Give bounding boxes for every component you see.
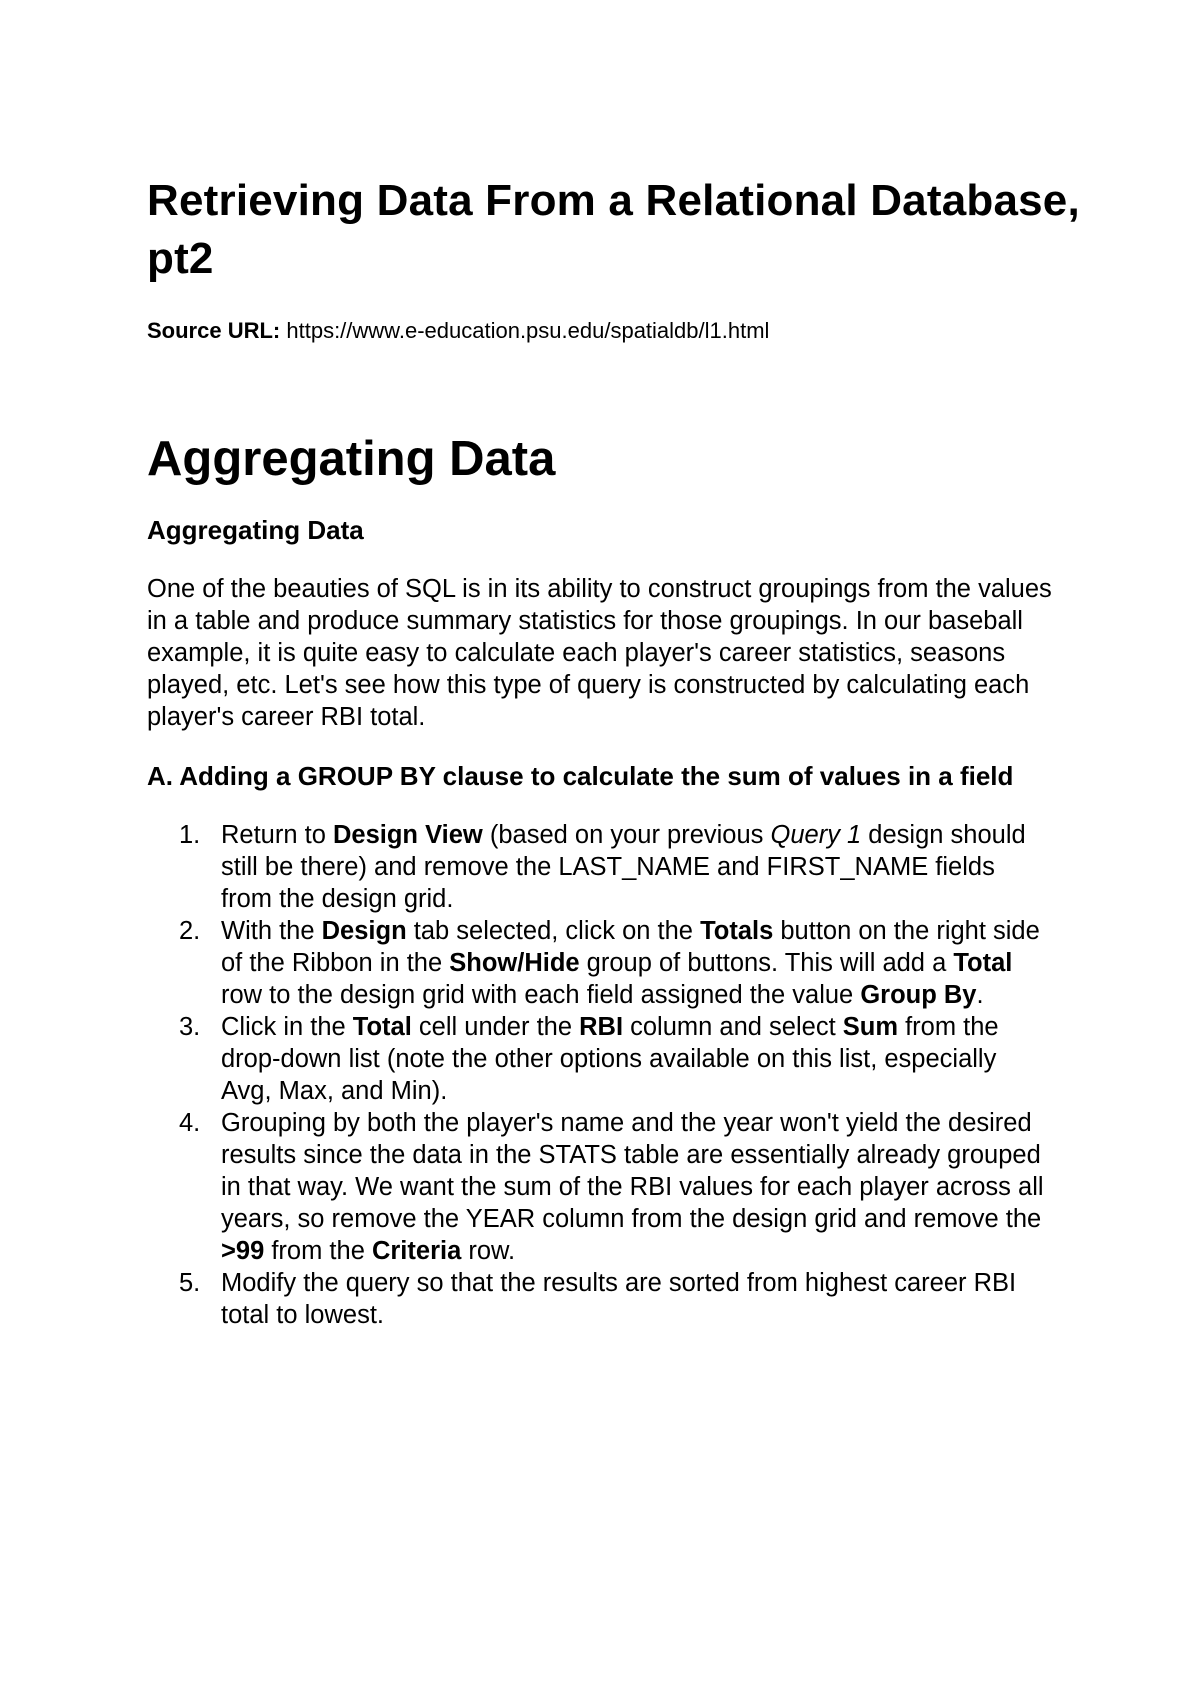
list-item-text: . bbox=[976, 980, 984, 1009]
bold-term: >99 bbox=[221, 1236, 265, 1265]
list-item-text: cell under the bbox=[411, 1012, 580, 1041]
list-item-text: Click in the bbox=[221, 1012, 353, 1041]
document-page bbox=[147, 172, 1087, 1331]
bold-term: Show/Hide bbox=[449, 948, 580, 977]
steps-list bbox=[147, 819, 1087, 1331]
source-line bbox=[147, 316, 1087, 346]
list-item-text: design should still be there) and remove the LAST_NAME and FIRST_NAME fields from the design grid. bbox=[221, 820, 1026, 913]
italic-term: Query 1 bbox=[770, 820, 862, 849]
list-item-text: column and select bbox=[623, 1012, 843, 1041]
list-item-number: 3. bbox=[179, 1012, 201, 1041]
bold-term: Total bbox=[352, 1012, 412, 1041]
list-item-text: tab selected, click on the bbox=[406, 916, 701, 945]
list-item bbox=[147, 1011, 1051, 1107]
list-item-text: button on the right side of the Ribbon in the bbox=[221, 916, 1040, 977]
list-item-number: 1. bbox=[179, 820, 201, 849]
section-title: Aggregating Data bbox=[147, 432, 556, 486]
list-item-text: from the drop-down list (note the other options available on this list, especially Avg, Max, and Min). bbox=[221, 1012, 999, 1105]
list-item-number: 2. bbox=[179, 916, 201, 945]
list-item bbox=[147, 915, 1051, 1011]
list-item-text: group of buttons. This will add a bbox=[579, 948, 954, 977]
document-title: Retrieving Data From a Relational Database, pt2 bbox=[147, 176, 1080, 283]
list-item-number: 4. bbox=[179, 1108, 201, 1137]
list-item-text: Modify the query so that the results are sorted from highest career RBI total to lowest. bbox=[221, 1268, 1017, 1329]
source-url[interactable]: https://www.e-education.psu.edu/spatialdb/l1.html bbox=[286, 318, 770, 343]
bold-term: Group By bbox=[860, 980, 977, 1009]
list-item-text: (based on your previous bbox=[482, 820, 771, 849]
list-item-number: 5. bbox=[179, 1268, 201, 1297]
list-item-text: Return to bbox=[221, 820, 333, 849]
bold-term: Criteria bbox=[371, 1236, 462, 1265]
list-item-text: With the bbox=[221, 916, 322, 945]
bold-term: Totals bbox=[700, 916, 774, 945]
bold-term: Design bbox=[321, 916, 407, 945]
part-a-heading: A. Adding a GROUP BY clause to calculate the sum of values in a field bbox=[147, 760, 1014, 791]
list-item-text: row to the design grid with each field assigned the value bbox=[221, 980, 861, 1009]
source-label: Source URL: bbox=[147, 318, 281, 343]
bold-term: Design View bbox=[332, 820, 483, 849]
bold-term: RBI bbox=[579, 1012, 624, 1041]
intro-paragraph: One of the beauties of SQL is in its ability to construct groupings from the values in a table and produce summary statistics for those groupings. In our baseball example, it is quite easy to calculate each player's career statistics, seasons played, etc. Let's see how this type of query is constructed by calculating each player's career RBI total. bbox=[147, 575, 1052, 731]
list-item bbox=[147, 1267, 1051, 1331]
section-subtitle: Aggregating Data bbox=[147, 515, 364, 545]
list-item bbox=[147, 819, 1051, 915]
bold-term: Total bbox=[953, 948, 1013, 977]
bold-term: Sum bbox=[842, 1012, 898, 1041]
list-item-text: from the bbox=[264, 1236, 372, 1265]
list-item-text: row. bbox=[461, 1236, 516, 1265]
list-item bbox=[147, 1107, 1051, 1267]
list-item-text: Grouping by both the player's name and the year won't yield the desired results since the data in the STATS table are essentially already grouped in that way. We want the sum of the RBI values for each player across all years, so remove the YEAR column from the design grid and remove the bbox=[221, 1108, 1044, 1233]
